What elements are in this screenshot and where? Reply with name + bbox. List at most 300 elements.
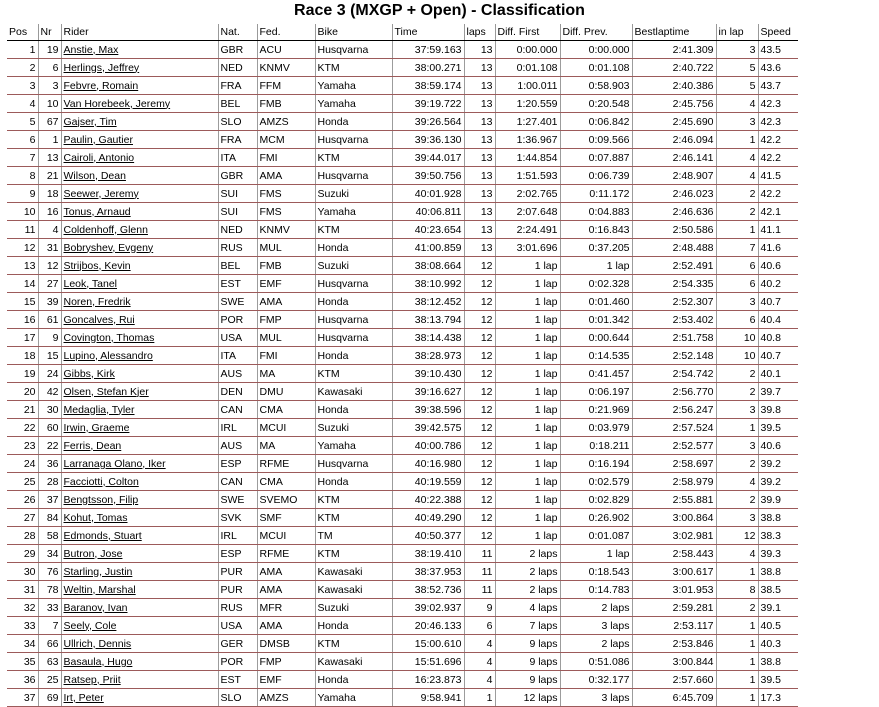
cell-nat: ITA <box>218 149 257 167</box>
cell-rider[interactable]: Leok, Tanel <box>61 275 218 293</box>
cell-nat: FRA <box>218 131 257 149</box>
cell-pos: 13 <box>7 257 38 275</box>
cell-rider[interactable]: Basaula, Hugo <box>61 653 218 671</box>
cell-diff-first: 1:00.011 <box>495 77 560 95</box>
cell-in-lap: 7 <box>716 239 758 257</box>
cell-time: 39:44.017 <box>392 149 464 167</box>
cell-nat: SUI <box>218 185 257 203</box>
cell-laps: 4 <box>464 671 495 689</box>
cell-diff-first: 0:01.108 <box>495 59 560 77</box>
cell-rider[interactable]: Covington, Thomas <box>61 329 218 347</box>
cell-bestlaptime: 3:00.617 <box>632 563 716 581</box>
cell-laps: 12 <box>464 473 495 491</box>
table-row <box>7 59 798 77</box>
cell-nr: 69 <box>38 689 61 707</box>
cell-diff-prev: 0:06.197 <box>560 383 632 401</box>
table-row <box>7 311 798 329</box>
cell-diff-first: 1:51.593 <box>495 167 560 185</box>
cell-speed: 39.3 <box>758 545 798 563</box>
cell-diff-first: 1 lap <box>495 455 560 473</box>
cell-pos: 26 <box>7 491 38 509</box>
col-bike: Bike <box>315 24 392 41</box>
cell-diff-first: 1 lap <box>495 365 560 383</box>
cell-bike: KTM <box>315 221 392 239</box>
table-row <box>7 419 798 437</box>
cell-pos: 23 <box>7 437 38 455</box>
cell-time: 39:50.756 <box>392 167 464 185</box>
cell-rider[interactable]: Ratsep, Priit <box>61 671 218 689</box>
cell-speed: 40.4 <box>758 311 798 329</box>
cell-nat: BEL <box>218 95 257 113</box>
cell-rider[interactable]: Coldenhoff, Glenn <box>61 221 218 239</box>
cell-bestlaptime: 2:59.281 <box>632 599 716 617</box>
cell-bike: Suzuki <box>315 185 392 203</box>
cell-pos: 21 <box>7 401 38 419</box>
col-in-lap: in lap <box>716 24 758 41</box>
cell-fed: RFME <box>257 545 315 563</box>
cell-diff-first: 1:44.854 <box>495 149 560 167</box>
cell-rider[interactable]: Bobryshev, Evgeny <box>61 239 218 257</box>
cell-nr: 34 <box>38 545 61 563</box>
col-diff-first: Diff. First <box>495 24 560 41</box>
cell-speed: 39.5 <box>758 671 798 689</box>
cell-time: 40:00.786 <box>392 437 464 455</box>
cell-fed: FMS <box>257 185 315 203</box>
cell-speed: 42.2 <box>758 185 798 203</box>
cell-rider[interactable]: Seewer, Jeremy <box>61 185 218 203</box>
cell-speed: 42.1 <box>758 203 798 221</box>
cell-laps: 13 <box>464 95 495 113</box>
cell-bike: Kawasaki <box>315 653 392 671</box>
cell-laps: 12 <box>464 257 495 275</box>
cell-rider[interactable]: Facciotti, Colton <box>61 473 218 491</box>
cell-diff-first: 1:27.401 <box>495 113 560 131</box>
cell-fed: FMS <box>257 203 315 221</box>
cell-rider[interactable]: Irwin, Graeme <box>61 419 218 437</box>
cell-fed: ACU <box>257 41 315 59</box>
cell-bestlaptime: 3:00.864 <box>632 509 716 527</box>
col-nat: Nat. <box>218 24 257 41</box>
table-row <box>7 113 798 131</box>
cell-laps: 13 <box>464 59 495 77</box>
table-row <box>7 491 798 509</box>
cell-time: 38:13.794 <box>392 311 464 329</box>
cell-rider[interactable]: Tonus, Arnaud <box>61 203 218 221</box>
cell-diff-prev: 0:02.829 <box>560 491 632 509</box>
cell-bike: Yamaha <box>315 203 392 221</box>
cell-bestlaptime: 2:46.636 <box>632 203 716 221</box>
cell-fed: MUL <box>257 329 315 347</box>
table-row <box>7 401 798 419</box>
cell-rider[interactable]: Paulin, Gautier <box>61 131 218 149</box>
cell-nr: 28 <box>38 473 61 491</box>
cell-in-lap: 1 <box>716 653 758 671</box>
cell-diff-first: 2:07.648 <box>495 203 560 221</box>
cell-pos: 10 <box>7 203 38 221</box>
cell-rider[interactable]: Edmonds, Stuart <box>61 527 218 545</box>
table-row <box>7 77 798 95</box>
cell-laps: 12 <box>464 419 495 437</box>
cell-bestlaptime: 2:40.386 <box>632 77 716 95</box>
cell-nr: 10 <box>38 95 61 113</box>
cell-bestlaptime: 2:50.586 <box>632 221 716 239</box>
cell-time: 37:59.163 <box>392 41 464 59</box>
cell-rider[interactable]: Irt, Peter <box>61 689 218 707</box>
cell-speed: 39.2 <box>758 473 798 491</box>
col-time: Time <box>392 24 464 41</box>
cell-nr: 22 <box>38 437 61 455</box>
cell-bestlaptime: 2:57.660 <box>632 671 716 689</box>
cell-laps: 12 <box>464 365 495 383</box>
cell-pos: 28 <box>7 527 38 545</box>
cell-pos: 27 <box>7 509 38 527</box>
cell-pos: 22 <box>7 419 38 437</box>
cell-pos: 15 <box>7 293 38 311</box>
cell-rider[interactable]: Strijbos, Kevin <box>61 257 218 275</box>
cell-speed: 40.2 <box>758 275 798 293</box>
cell-speed: 38.8 <box>758 653 798 671</box>
cell-diff-prev: 0:51.086 <box>560 653 632 671</box>
cell-speed: 40.3 <box>758 635 798 653</box>
cell-rider[interactable]: Anstie, Max <box>61 41 218 59</box>
cell-diff-first: 1 lap <box>495 311 560 329</box>
cell-rider[interactable]: Ullrich, Dennis <box>61 635 218 653</box>
cell-bestlaptime: 2:53.402 <box>632 311 716 329</box>
cell-nr: 16 <box>38 203 61 221</box>
cell-bestlaptime: 2:48.488 <box>632 239 716 257</box>
cell-diff-prev: 0:00.000 <box>560 41 632 59</box>
cell-laps: 1 <box>464 689 495 707</box>
cell-diff-prev: 2 laps <box>560 599 632 617</box>
cell-in-lap: 1 <box>716 221 758 239</box>
cell-rider[interactable]: Baranov, Ivan <box>61 599 218 617</box>
cell-in-lap: 1 <box>716 419 758 437</box>
cell-time: 40:06.811 <box>392 203 464 221</box>
cell-speed: 39.9 <box>758 491 798 509</box>
cell-in-lap: 2 <box>716 203 758 221</box>
cell-speed: 40.7 <box>758 347 798 365</box>
cell-nat: NED <box>218 221 257 239</box>
cell-fed: EMF <box>257 671 315 689</box>
cell-pos: 8 <box>7 167 38 185</box>
cell-speed: 40.6 <box>758 257 798 275</box>
cell-nr: 21 <box>38 167 61 185</box>
cell-bike: Honda <box>315 293 392 311</box>
cell-diff-first: 1 lap <box>495 473 560 491</box>
cell-in-lap: 2 <box>716 383 758 401</box>
cell-rider[interactable]: Goncalves, Rui <box>61 311 218 329</box>
cell-pos: 33 <box>7 617 38 635</box>
cell-nr: 31 <box>38 239 61 257</box>
cell-diff-prev: 0:14.535 <box>560 347 632 365</box>
cell-nat: EST <box>218 671 257 689</box>
cell-nr: 67 <box>38 113 61 131</box>
cell-nr: 12 <box>38 257 61 275</box>
table-row <box>7 329 798 347</box>
cell-bestlaptime: 2:46.141 <box>632 149 716 167</box>
cell-rider[interactable]: Olsen, Stefan Kjer <box>61 383 218 401</box>
cell-in-lap: 3 <box>716 293 758 311</box>
table-row <box>7 473 798 491</box>
cell-fed: CMA <box>257 401 315 419</box>
cell-diff-prev: 0:16.194 <box>560 455 632 473</box>
cell-pos: 29 <box>7 545 38 563</box>
table-row <box>7 41 798 59</box>
cell-bestlaptime: 2:52.577 <box>632 437 716 455</box>
cell-nat: USA <box>218 329 257 347</box>
cell-laps: 12 <box>464 329 495 347</box>
cell-rider[interactable]: Wilson, Dean <box>61 167 218 185</box>
cell-nr: 25 <box>38 671 61 689</box>
cell-diff-first: 1 lap <box>495 437 560 455</box>
cell-nat: EST <box>218 275 257 293</box>
classification-table <box>7 24 798 707</box>
cell-bike: Suzuki <box>315 257 392 275</box>
cell-pos: 37 <box>7 689 38 707</box>
cell-in-lap: 2 <box>716 455 758 473</box>
cell-bike: Yamaha <box>315 95 392 113</box>
cell-nat: AUS <box>218 365 257 383</box>
cell-diff-prev: 0:16.843 <box>560 221 632 239</box>
cell-rider[interactable]: Weltin, Marshal <box>61 581 218 599</box>
cell-diff-first: 4 laps <box>495 599 560 617</box>
cell-speed: 41.5 <box>758 167 798 185</box>
cell-fed: MFR <box>257 599 315 617</box>
cell-nat: PUR <box>218 563 257 581</box>
cell-speed: 39.8 <box>758 401 798 419</box>
cell-diff-prev: 0:18.543 <box>560 563 632 581</box>
cell-bestlaptime: 2:52.307 <box>632 293 716 311</box>
cell-rider[interactable]: Cairoli, Antonio <box>61 149 218 167</box>
cell-time: 41:00.859 <box>392 239 464 257</box>
cell-diff-prev: 1 lap <box>560 545 632 563</box>
cell-speed: 38.8 <box>758 509 798 527</box>
cell-speed: 38.3 <box>758 527 798 545</box>
table-row <box>7 635 798 653</box>
cell-in-lap: 2 <box>716 185 758 203</box>
cell-nat: RUS <box>218 599 257 617</box>
cell-rider[interactable]: Bengtsson, Filip <box>61 491 218 509</box>
cell-rider[interactable]: Starling, Justin <box>61 563 218 581</box>
cell-laps: 11 <box>464 545 495 563</box>
cell-nr: 84 <box>38 509 61 527</box>
cell-bestlaptime: 2:46.094 <box>632 131 716 149</box>
cell-nr: 61 <box>38 311 61 329</box>
table-row <box>7 185 798 203</box>
cell-in-lap: 4 <box>716 95 758 113</box>
cell-time: 39:10.430 <box>392 365 464 383</box>
cell-rider[interactable]: Noren, Fredrik <box>61 293 218 311</box>
cell-time: 39:36.130 <box>392 131 464 149</box>
cell-laps: 4 <box>464 635 495 653</box>
cell-fed: CMA <box>257 473 315 491</box>
table-row <box>7 437 798 455</box>
cell-time: 40:19.559 <box>392 473 464 491</box>
cell-nr: 66 <box>38 635 61 653</box>
cell-diff-first: 2 laps <box>495 545 560 563</box>
cell-time: 9:58.941 <box>392 689 464 707</box>
cell-nr: 15 <box>38 347 61 365</box>
cell-time: 39:16.627 <box>392 383 464 401</box>
cell-nr: 63 <box>38 653 61 671</box>
cell-in-lap: 5 <box>716 59 758 77</box>
cell-diff-first: 1 lap <box>495 491 560 509</box>
cell-nr: 78 <box>38 581 61 599</box>
cell-rider[interactable]: Ferris, Dean <box>61 437 218 455</box>
cell-diff-first: 1 lap <box>495 347 560 365</box>
cell-laps: 11 <box>464 563 495 581</box>
cell-speed: 40.1 <box>758 365 798 383</box>
cell-rider[interactable]: Kohut, Tomas <box>61 509 218 527</box>
cell-rider[interactable]: Van Horebeek, Jeremy <box>61 95 218 113</box>
cell-bestlaptime: 2:52.491 <box>632 257 716 275</box>
cell-nat: USA <box>218 617 257 635</box>
cell-in-lap: 3 <box>716 509 758 527</box>
cell-rider[interactable]: Gibbs, Kirk <box>61 365 218 383</box>
cell-speed: 43.6 <box>758 59 798 77</box>
cell-nat: SWE <box>218 293 257 311</box>
table-row <box>7 545 798 563</box>
cell-diff-prev: 0:04.883 <box>560 203 632 221</box>
cell-bike: TM <box>315 527 392 545</box>
cell-diff-first: 12 laps <box>495 689 560 707</box>
cell-nat: IRL <box>218 527 257 545</box>
table-row <box>7 257 798 275</box>
cell-nat: ITA <box>218 347 257 365</box>
cell-time: 40:16.980 <box>392 455 464 473</box>
cell-speed: 42.3 <box>758 95 798 113</box>
cell-diff-first: 9 laps <box>495 653 560 671</box>
cell-diff-prev: 0:41.457 <box>560 365 632 383</box>
cell-pos: 32 <box>7 599 38 617</box>
cell-diff-prev: 3 laps <box>560 689 632 707</box>
cell-laps: 9 <box>464 599 495 617</box>
cell-fed: MA <box>257 437 315 455</box>
cell-nat: FRA <box>218 77 257 95</box>
cell-fed: RFME <box>257 455 315 473</box>
cell-laps: 6 <box>464 617 495 635</box>
cell-bestlaptime: 2:58.979 <box>632 473 716 491</box>
cell-nr: 6 <box>38 59 61 77</box>
cell-nat: SUI <box>218 203 257 221</box>
cell-time: 39:42.575 <box>392 419 464 437</box>
col-nr: Nr <box>38 24 61 41</box>
cell-in-lap: 6 <box>716 275 758 293</box>
table-row <box>7 167 798 185</box>
cell-in-lap: 4 <box>716 167 758 185</box>
cell-diff-first: 1 lap <box>495 527 560 545</box>
cell-bestlaptime: 2:46.023 <box>632 185 716 203</box>
cell-nr: 42 <box>38 383 61 401</box>
cell-nat: SLO <box>218 113 257 131</box>
cell-diff-prev: 0:58.903 <box>560 77 632 95</box>
cell-time: 38:59.174 <box>392 77 464 95</box>
table-row <box>7 455 798 473</box>
cell-laps: 12 <box>464 383 495 401</box>
cell-diff-prev: 0:06.842 <box>560 113 632 131</box>
cell-in-lap: 1 <box>716 635 758 653</box>
cell-laps: 12 <box>464 347 495 365</box>
cell-diff-prev: 1 lap <box>560 257 632 275</box>
cell-bestlaptime: 2:58.697 <box>632 455 716 473</box>
cell-speed: 39.1 <box>758 599 798 617</box>
cell-nat: GER <box>218 635 257 653</box>
cell-bestlaptime: 2:57.524 <box>632 419 716 437</box>
cell-rider[interactable]: Herlings, Jeffrey <box>61 59 218 77</box>
cell-time: 40:49.290 <box>392 509 464 527</box>
cell-in-lap: 1 <box>716 689 758 707</box>
cell-in-lap: 6 <box>716 257 758 275</box>
cell-rider[interactable]: Butron, Jose <box>61 545 218 563</box>
cell-time: 38:14.438 <box>392 329 464 347</box>
cell-nr: 58 <box>38 527 61 545</box>
cell-diff-prev: 0:14.783 <box>560 581 632 599</box>
cell-rider[interactable]: Lupino, Alessandro <box>61 347 218 365</box>
cell-pos: 31 <box>7 581 38 599</box>
cell-in-lap: 8 <box>716 581 758 599</box>
cell-pos: 36 <box>7 671 38 689</box>
cell-diff-first: 1 lap <box>495 509 560 527</box>
cell-bike: Honda <box>315 113 392 131</box>
cell-bike: Honda <box>315 347 392 365</box>
table-row <box>7 347 798 365</box>
cell-nr: 7 <box>38 617 61 635</box>
cell-bike: Husqvarna <box>315 275 392 293</box>
cell-pos: 14 <box>7 275 38 293</box>
cell-rider[interactable]: Seely, Cole <box>61 617 218 635</box>
cell-bike: Suzuki <box>315 599 392 617</box>
table-row <box>7 365 798 383</box>
cell-laps: 13 <box>464 41 495 59</box>
cell-speed: 43.5 <box>758 41 798 59</box>
cell-fed: SVEMO <box>257 491 315 509</box>
cell-laps: 12 <box>464 509 495 527</box>
cell-fed: KNMV <box>257 59 315 77</box>
cell-nat: NED <box>218 59 257 77</box>
col-pos: Pos <box>7 24 38 41</box>
cell-time: 40:22.388 <box>392 491 464 509</box>
cell-nat: POR <box>218 311 257 329</box>
cell-diff-first: 1:20.559 <box>495 95 560 113</box>
cell-speed: 40.5 <box>758 617 798 635</box>
cell-bike: Husqvarna <box>315 131 392 149</box>
cell-nr: 76 <box>38 563 61 581</box>
cell-speed: 42.3 <box>758 113 798 131</box>
cell-diff-first: 1:36.967 <box>495 131 560 149</box>
cell-bestlaptime: 2:55.881 <box>632 491 716 509</box>
cell-diff-prev: 0:06.739 <box>560 167 632 185</box>
cell-bestlaptime: 3:00.844 <box>632 653 716 671</box>
cell-speed: 42.2 <box>758 149 798 167</box>
cell-diff-first: 2 laps <box>495 581 560 599</box>
cell-diff-first: 0:00.000 <box>495 41 560 59</box>
table-row <box>7 95 798 113</box>
cell-diff-prev: 0:07.887 <box>560 149 632 167</box>
cell-fed: AMA <box>257 563 315 581</box>
cell-diff-prev: 0:18.211 <box>560 437 632 455</box>
cell-rider[interactable]: Gajser, Tim <box>61 113 218 131</box>
cell-rider[interactable]: Larranaga Olano, Iker <box>61 455 218 473</box>
cell-nat: CAN <box>218 473 257 491</box>
cell-rider[interactable]: Medaglia, Tyler <box>61 401 218 419</box>
cell-nr: 24 <box>38 365 61 383</box>
cell-time: 38:00.271 <box>392 59 464 77</box>
cell-nat: IRL <box>218 419 257 437</box>
cell-speed: 43.7 <box>758 77 798 95</box>
cell-speed: 40.7 <box>758 293 798 311</box>
cell-rider[interactable]: Febvre, Romain <box>61 77 218 95</box>
cell-fed: DMU <box>257 383 315 401</box>
